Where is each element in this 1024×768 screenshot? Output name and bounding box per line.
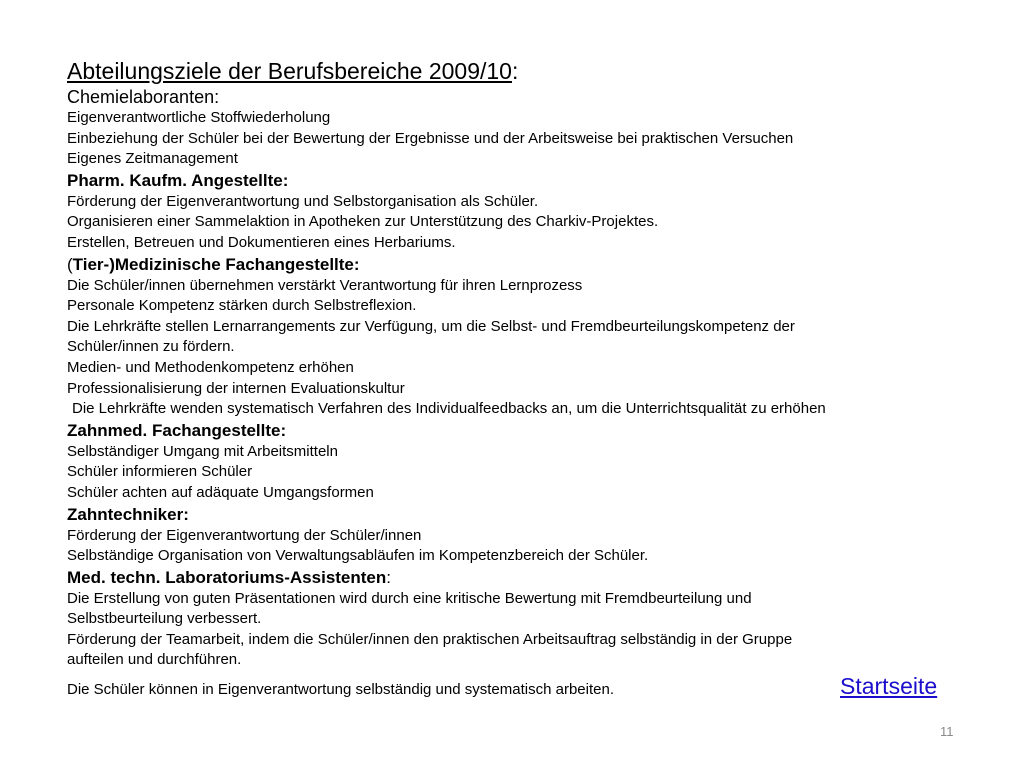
mta-line-3: Förderung der Teamarbeit, indem die Schüler/innen den praktischen Arbeitsauftrag selbständig in der Gruppe	[67, 630, 793, 648]
medizin-line-3: Die Lehrkräfte stellen Lernarrangements zur Verfügung, um die Selbst- und Fremdbeurteilungskompetenz der	[67, 317, 795, 335]
startseite-link[interactable]: Startseite	[840, 673, 938, 700]
medizin-heading-prefix: (	[67, 254, 73, 274]
section-heading-chemie: Chemielaboranten:	[67, 87, 220, 107]
zahntech-line-2: Selbständige Organisation von Verwaltungsabläufen im Kompetenzbereich der Schüler.	[67, 547, 649, 565]
chemie-line-3: Eigenes Zeitmanagement	[67, 150, 238, 168]
medizin-line-2: Personale Kompetenz stärken durch Selbstreflexion.	[67, 297, 417, 315]
chemie-line-2: Einbeziehung der Schüler bei der Bewertung der Ergebnisse und der Arbeitsweise bei praktischen Versuchen	[67, 129, 794, 147]
zahnmed-line-2: Schüler informieren Schüler	[67, 463, 253, 481]
page-title-colon: :	[511, 58, 519, 84]
zahnmed-line-3: Schüler achten auf adäquate Umgangsformen	[67, 483, 374, 501]
medizin-line-6: Professionalisierung der internen Evaluationskultur	[67, 379, 405, 397]
page-title-text: Abteilungsziele der Berufsbereiche 2009/10	[67, 58, 512, 84]
pharm-line-2: Organisieren einer Sammelaktion in Apotheken zur Unterstützung des Charkiv-Projektes.	[67, 213, 659, 231]
section-heading-medizin	[67, 254, 967, 276]
page-title	[67, 56, 967, 86]
pharm-line-3: Erstellen, Betreuen und Dokumentieren eines Herbariums.	[67, 233, 456, 251]
medizin-heading-text: Tier-)Medizinische Fachangestellte:	[72, 254, 360, 274]
slide-content	[67, 56, 967, 705]
mta-line-5: Die Schüler können in Eigenverantwortung selbständig und systematisch arbeiten.	[67, 681, 614, 699]
mta-line-4: aufteilen und durchführen.	[67, 651, 242, 669]
medizin-line-5: Medien- und Methodenkompetenz erhöhen	[67, 358, 354, 376]
medizin-line-4: Schüler/innen zu fördern.	[67, 338, 235, 356]
medizin-line-1: Die Schüler/innen übernehmen verstärkt Verantwortung für ihren Lernprozess	[67, 276, 583, 294]
zahntech-line-1: Förderung der Eigenverantwortung der Schüler/innen	[67, 526, 422, 544]
section-heading-mta	[67, 567, 967, 589]
medizin-line-7: Die Lehrkräfte wenden systematisch Verfahren des Individualfeedbacks an, um die Unterrichtsqualität zu erhöhen	[72, 400, 826, 418]
mta-heading-text: Med. techn. Laboratoriums-Assistenten	[67, 567, 387, 587]
mta-line-1: Die Erstellung von guten Präsentationen wird durch eine kritische Bewertung mit Fremdbeurteilung und	[67, 589, 752, 607]
section-heading-pharm: Pharm. Kaufm. Angestellte:	[67, 170, 289, 190]
page-number: 11	[940, 724, 954, 739]
last-row	[67, 671, 967, 705]
zahnmed-line-1: Selbständiger Umgang mit Arbeitsmitteln	[67, 442, 338, 460]
section-heading-zahntech: Zahntechniker:	[67, 504, 189, 524]
chemie-line-1: Eigenverantwortliche Stoffwiederholung	[67, 109, 331, 126]
section-heading-zahnmed: Zahnmed. Fachangestellte:	[67, 420, 287, 440]
mta-line-2: Selbstbeurteilung verbessert.	[67, 610, 262, 628]
pharm-line-1: Förderung der Eigenverantwortung und Selbstorganisation als Schüler.	[67, 192, 539, 210]
mta-heading-colon: :	[386, 567, 392, 587]
